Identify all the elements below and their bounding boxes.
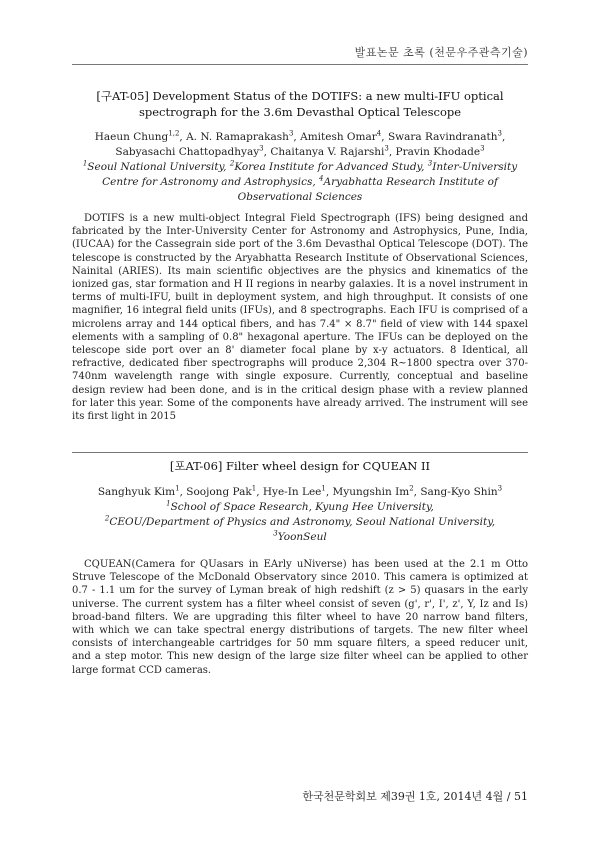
author-name: Chaitanya V. Rajarshi xyxy=(270,146,385,158)
author-affiliation-marker: 2 xyxy=(409,484,414,493)
section-divider xyxy=(72,452,528,453)
author-name: Pravin Khodade xyxy=(395,146,481,158)
author-separator: , xyxy=(293,131,301,143)
author-affiliation-marker: 3 xyxy=(497,484,503,493)
author-separator: , xyxy=(388,146,396,158)
author-name: Soojong Pak xyxy=(186,486,252,498)
affiliation-marker: 2 xyxy=(229,159,235,168)
affiliation-text: Seoul National University, xyxy=(87,161,230,173)
author-name: Myungshin Im xyxy=(332,486,410,498)
affiliation-marker: 4 xyxy=(319,174,324,183)
author-separator: , xyxy=(501,131,506,143)
author-affiliation-marker: 4 xyxy=(376,129,382,138)
affiliation-marker: 1 xyxy=(166,499,171,508)
affiliation-marker: 1 xyxy=(82,159,88,168)
author-separator: , xyxy=(325,486,333,498)
author-separator: , xyxy=(179,486,187,498)
article-2-authors xyxy=(72,485,528,545)
affiliation-text: Inter-University Centre for Astronomy and Astrophysics, xyxy=(102,161,518,188)
journal-section-header: 발표논문 초록 (천문우주관측기술) xyxy=(354,46,528,59)
article-1-authors xyxy=(72,130,528,205)
author-name: A. N. Ramaprakash xyxy=(186,131,289,143)
author-affiliation-marker: 1,2 xyxy=(168,129,180,138)
author-name: Hye-In Lee xyxy=(262,486,322,498)
author-separator: , xyxy=(179,131,187,143)
affiliation-marker: 3 xyxy=(427,159,433,168)
author-separator: , xyxy=(413,486,421,498)
author-name: Haeun Chung xyxy=(94,131,169,143)
article-2-affiliations xyxy=(72,500,528,545)
article-1-affiliations xyxy=(72,160,528,205)
author-affiliation-marker: 3 xyxy=(384,144,389,153)
affiliation-text: YoonSeul xyxy=(277,531,327,543)
author-separator: , xyxy=(256,486,263,498)
author-name: Sabyasachi Chattopadhyay xyxy=(115,146,260,158)
author-affiliation-marker: 3 xyxy=(288,129,294,138)
article-1-title-line2: spectrograph for the 3.6m Devasthal Optical Telescope xyxy=(138,105,462,119)
article-1-authors-line2 xyxy=(72,145,528,160)
affiliation-text: Aryabhatta Research Institute of Observational Sciences xyxy=(237,176,498,203)
author-name: Sanghyuk Kim xyxy=(97,486,176,498)
article-1-authors-line1 xyxy=(72,130,528,145)
affiliation-text: School of Space Research, Kyung Hee University, xyxy=(170,501,434,513)
author-affiliation-marker: 3 xyxy=(480,144,485,153)
article-2-abstract: CQUEAN(Camera for QUasars in EArly uNiverse) has been used at the 2.1 m Otto Struve Telescope of the McDonald Observatory since 2010. This camera is optimized at 0.7 - 1.1 um for the survey of Lyman break of high redshift (z > 5) quasars in the early universe. The current system has a filter wheel consist of seven (g', r', I', z', Y, Iz and Is) broad-band filters. We are upgrading this filter wheel to have 20 narrow band filters, with which we can take spectral energy distributions of targets. The new filter wheel consists of interchangeable cartridges for 50 mm square filters, a speed reducer unit, and a step motor. This new design of the large size filter wheel can be applied to other large format CCD cameras. xyxy=(72,559,528,676)
author-affiliation-marker: 1 xyxy=(175,484,180,493)
footer-citation: 한국천문학회보 제39권 1호, 2014년 4월 / 51 xyxy=(302,790,528,803)
article-2-authors-line1 xyxy=(72,485,528,500)
author-separator: , xyxy=(381,131,388,143)
affiliation-text: Korea Institute for Advanced Study, xyxy=(234,161,428,173)
article-2-title-line1: Filter wheel design for CQUEAN II xyxy=(226,459,431,473)
affiliation-marker: 2 xyxy=(104,514,110,523)
article-1-code: [구AT-05] xyxy=(96,89,149,103)
article-1-title-line1: Development Status of the DOTIFS: a new multi-IFU optical xyxy=(152,89,504,103)
header-divider xyxy=(72,64,528,65)
article-1-title xyxy=(72,88,528,120)
author-affiliation-marker: 3 xyxy=(259,144,264,153)
author-separator: , xyxy=(263,146,271,158)
author-name: Amitesh Omar xyxy=(300,131,377,143)
article-1-abstract: DOTIFS is a new multi-object Integral Field Spectrograph (IFS) being designed and fabricated by the Inter-University Center for Astronomy and Astrophysics, Pune, India, (IUCAA) for the Cassegrain side port of the 3.6m Devasthal Optical Telescope (DOT). The telescope is constructed by the Aryabhatta Research Institute of Observational Sciences, Nainital (ARIES). Its main scientific objectives are the physics and kinematics of the ionized gas, star formation and H II regions in nearby galaxies. It is a novel instrument in terms of multi-IFU, built in deployment system, and high throughput. It consists of one magnifier, 16 integral field units (IFUs), and 8 spectrographs. Each IFU is comprised of a microlens array and 144 optical fibers, and has 7.4" × 8.7" field of view with 144 spaxel elements with a sampling of 0.8" hexagonal aperture. The IFUs can be deployed on the telescope side port over an 8' diameter focal plane by x-y actuators. 8 Identical, all refractive, dedicated fiber spectrographs will produce 2,304 R~1800 spectra over 370-740nm wavelength range with single exposure. Currently, conceptual and baseline design review had been done, and is in the critical design phase with a review planned for later this year. Some of the components have already arrived. The instrument will see its first light in 2015 xyxy=(72,213,528,423)
author-name: Sang-Kyo Shin xyxy=(420,486,498,498)
affiliation-marker: 3 xyxy=(273,529,278,538)
affiliation-text: CEOU/Department of Physics and Astronomy, Seoul National University, xyxy=(109,516,496,528)
article-2-code: [포AT-06] xyxy=(169,459,223,473)
author-affiliation-marker: 3 xyxy=(497,129,502,138)
article-2-title xyxy=(72,458,528,474)
author-affiliation-marker: 1 xyxy=(251,484,257,493)
author-affiliation-marker: 1 xyxy=(321,484,326,493)
author-name: Swara Ravindranath xyxy=(387,131,498,143)
